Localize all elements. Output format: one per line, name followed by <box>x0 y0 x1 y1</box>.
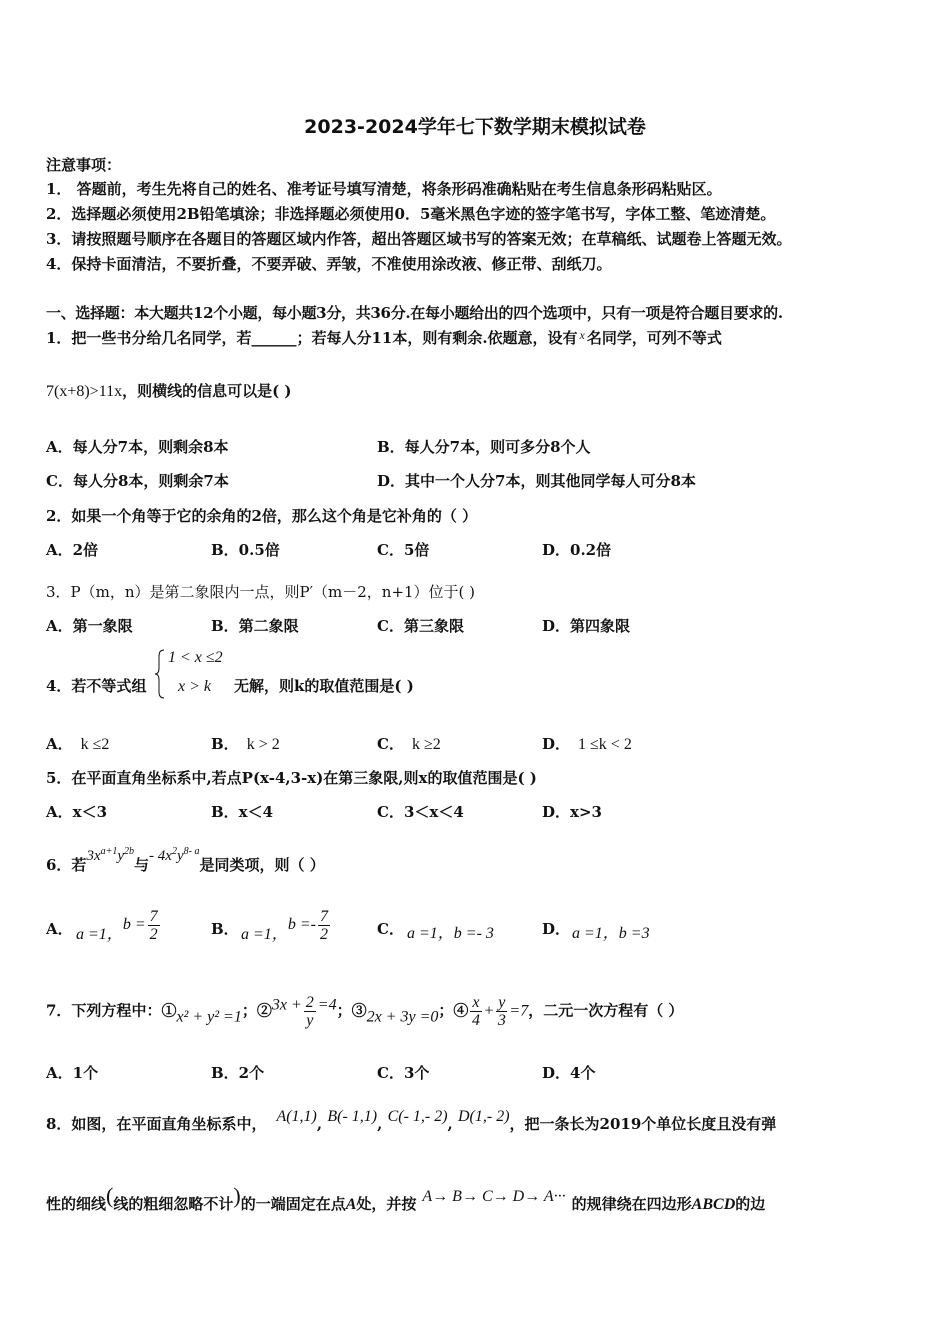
option-a[interactable]: A．每人分7本，则剩余8本 <box>46 438 229 456</box>
option-c[interactable]: a =1，b =- 3 <box>407 925 494 942</box>
notice-heading: 注意事项： <box>46 156 122 174</box>
option-b[interactable]: B． k > 2 <box>211 735 280 753</box>
option-b[interactable]: B．0.5倍 <box>211 541 280 559</box>
option-a[interactable]: A． k ≤2 <box>46 735 110 753</box>
notice-item: 4．保持卡面清洁，不要折叠，不要弄破、弄皱，不准使用涂改液、修正带、刮纸刀。 <box>46 255 612 273</box>
option-c[interactable]: C．3＜x＜4 <box>377 803 464 821</box>
option-b[interactable]: B．x＜4 <box>211 803 274 821</box>
question-1-stem: 1．把一些书分给几名同学，若______；若每人分11本，则有剩余.依题意，设有 $^x$ 名同学，可列不等式 <box>46 328 722 347</box>
option-d[interactable]: D． 1 ≤k < 2 <box>542 735 632 753</box>
option-c[interactable]: C．3个 <box>377 1064 430 1082</box>
option-d[interactable]: D．其中一个人分7本，则其他同学每人可分8本 <box>377 472 696 490</box>
option-a[interactable]: A．x＜3 <box>46 803 108 821</box>
question-4-post: 无解，则k的取值范围是( ) <box>234 677 414 695</box>
option-d[interactable]: a =1，b =3 <box>572 925 650 942</box>
question-4-pre: 4．若不等式组 <box>46 677 147 695</box>
equation-3: 2x + 3y =0 <box>366 1008 439 1026</box>
option-d[interactable]: D．第四象限 <box>542 617 631 635</box>
notice-item: 3．请按照题号顺序在各题目的答题区域内作答，超出答题区域书写的答案无效；在草稿纸、试题卷上答题无效。 <box>46 230 792 248</box>
option-c-label: C． <box>377 920 404 938</box>
option-d[interactable]: D．0.2倍 <box>542 541 612 559</box>
question-8-line-2: 性的细线(线的粗细忽略不计)的一端固定在点A处，并按 A→ B→ C→ D→ A··· 的规律绕在四边形ABCD的边 <box>46 1183 766 1213</box>
inequality: 7(x+8)>11x <box>46 383 123 400</box>
question-7-stem: 7．下列方程中：①x² + y² =1；②3x + $\frac{2}{y}$ =4；③2x + 3y =0；④ $\frac{x}{4}$ + $\frac{y}{3}$ =7，二元一次方程有（ ） <box>46 994 684 1029</box>
question-1-inequality-line: 7(x+8)>11x，则横线的信息可以是( ) <box>46 382 292 400</box>
option-b-label: B． <box>211 920 239 938</box>
option-b[interactable]: B．每人分7本，则可多分8个人 <box>377 438 591 456</box>
option-a[interactable]: A．1个 <box>46 1064 99 1082</box>
question-5-stem: 5．在平面直角坐标系中,若点P(x-4,3-x)在第三象限,则x的取值范围是( ) <box>46 769 537 787</box>
page-title: 2023-2024学年七下数学期末模拟试卷 <box>304 116 646 138</box>
option-d-label: D． <box>542 920 571 938</box>
system-line-2: x > k <box>178 678 211 695</box>
question-8-stem: 8．如图，在平面直角坐标系中， A(1,1), B(- 1,1), C(- 1,- 2), D(1,- 2)，把一条长为2019个单位长度且没有弹 <box>46 1108 777 1133</box>
question-6-stem: 6．若$3x^{a+1}y^{2b}$与- $4x^2y^{8- a}$是同类项，则（ ） <box>46 846 325 874</box>
option-b[interactable]: B．2个 <box>211 1064 265 1082</box>
option-a[interactable]: A．2倍 <box>46 541 99 559</box>
section-header: 一、选择题：本大题共12个小题，每小题3分，共36分.在每小题给出的四个选项中，只有一项是符合题目要求的. <box>46 304 783 322</box>
option-a[interactable]: A．第一象限 <box>46 617 133 635</box>
path-sequence: A→ B→ C→ D→ A··· <box>422 1188 566 1205</box>
option-c[interactable]: C．每人分8本，则剩余7本 <box>46 472 229 490</box>
option-b[interactable]: a =1，b =- $\frac{7}{2}$ <box>241 908 328 944</box>
system-line-1: 1 < x ≤2 <box>168 649 223 666</box>
option-c[interactable]: C． k ≥2 <box>377 735 441 753</box>
option-d[interactable]: D．4个 <box>542 1064 596 1082</box>
notice-item: 1． 答题前，考生先将自己的姓名、准考证号填写清楚，将条形码准确粘贴在考生信息条形码粘贴区。 <box>46 180 722 198</box>
question-2-stem: 2．如果一个角等于它的余角的2倍，那么这个角是它补角的（ ） <box>46 507 478 525</box>
option-d[interactable]: D．x>3 <box>542 803 602 821</box>
equation-1: x² + y² =1 <box>176 1008 242 1026</box>
notice-item: 2．选择题必须使用2B铅笔填涂；非选择题必须使用0．5毫米黑色字迹的签字笔书写，字体工整、笔迹清楚。 <box>46 205 776 223</box>
question-3-stem: 3．P（m，n）是第二象限内一点，则P′（m－2，n+1）位于( ) <box>46 583 476 601</box>
option-a-label: A． <box>46 920 73 938</box>
option-c[interactable]: C．第三象限 <box>377 617 464 635</box>
brace-icon <box>154 648 166 700</box>
option-a[interactable]: a =1，b = $\frac{7}{2}$ <box>76 908 158 944</box>
option-c[interactable]: C．5倍 <box>377 541 430 559</box>
option-b[interactable]: B．第二象限 <box>211 617 299 635</box>
